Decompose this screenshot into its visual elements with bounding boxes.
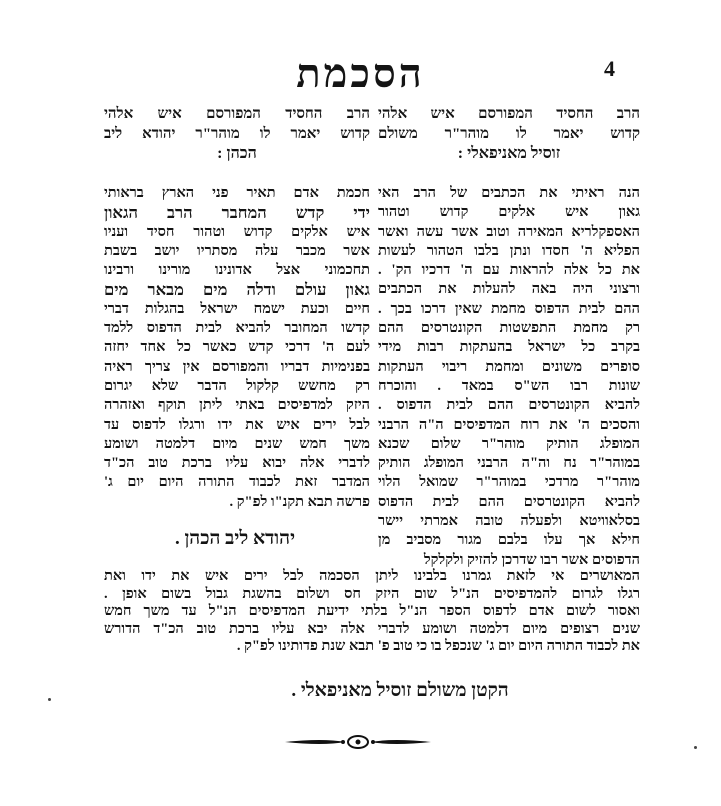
text-line: הדפוסים אשר רבו שדרכן להזיק ולקלקל xyxy=(423,551,640,568)
text-line: לעם ה' דרכי קדש כאשר כל אחד יחזה xyxy=(104,339,370,356)
text-line: גאון עולם ודלה מים מבאר מים xyxy=(104,280,370,300)
header-line: קדוש יאמר לו מוהר"ר יהודא ליב xyxy=(104,126,370,142)
text-line: בקרב כל ישראל בהעתקות רבות מידי xyxy=(378,339,640,356)
left-column-body xyxy=(104,184,370,512)
text-line: שנים רצופים מיום דלמטה ושומע לדברי אלה יבא עליו ברכת טוב הכ"ד הדורש xyxy=(104,620,640,637)
text-line: ואסור לשום אדם לדפוס הספר הנ"ל בלתי ידיעת המדפיסים הנ"ל עד משך חמש xyxy=(104,603,640,619)
text-line: המדבר זאת לכבוד התורה היום יום ג' xyxy=(104,474,370,491)
header-line: הכהן : xyxy=(217,145,257,162)
full-width-body xyxy=(104,568,640,656)
text-line: פרשה תבא תקנ"ו לפ"ק . xyxy=(229,493,370,510)
text-line: והסכים ה' את רוח המדפיסים ה"ה הרבני xyxy=(378,416,640,433)
text-line: המאושרים אי לזאת גמרנו בלבינו ליתן הסכמה לבל ירים איש את ידו ואת xyxy=(104,568,640,584)
text-line: תחכמוני אצל אדונינו מורינו ורבינו xyxy=(104,262,370,279)
text-line: משך חמש שנים מיום דלמטה ושומע xyxy=(104,435,370,452)
right-column-body xyxy=(378,184,640,570)
text-line: ורצוני היה באה להעלות את הכתבים xyxy=(378,281,640,298)
text-line: רק מחמת התפשטות הקונטרסים ההם xyxy=(378,320,640,337)
text-line: המופלג הותיק מוהר"ר שלום שכנא xyxy=(378,435,640,452)
text-line: רק מחשש קלקול הדבר שלא יגרום xyxy=(104,377,370,394)
right-column-header xyxy=(378,104,640,164)
text-line: סופרים משונים ומחמת ריבוי העתקות xyxy=(378,358,640,375)
text-line: שונות רבו הש"ס במאד . והוכרח xyxy=(378,377,640,394)
text-line: לדברי אלה יבוא עליו ברכת טוב הכ"ד xyxy=(104,455,370,472)
header-line: קדוש יאמר לו מוהר"ר משולם xyxy=(378,126,640,142)
text-line: היזק למדפיסים באתי ליתן תוקף ואזהרה xyxy=(104,397,370,414)
ornament-divider xyxy=(283,734,433,750)
text-line: להביא הקונטרסים ההם לבית הדפוס xyxy=(378,493,640,510)
left-column-header xyxy=(104,104,370,164)
text-line: קדשו המחובר להביא לבית הדפוס ללמד xyxy=(104,320,370,337)
text-line: מוהר"ר מרדכי במוהר"ר שמואל הלוי xyxy=(378,474,640,491)
header-line: זוסיל מאניפאלי : xyxy=(457,145,561,162)
header-line: הרב החסיד המפורסם איש אלהי xyxy=(378,106,640,122)
text-line: אשר מכבר עלה מסתריו יושב בשבת xyxy=(104,242,370,259)
scan-speck xyxy=(694,746,697,749)
text-line: רגלו לגרום להמדפיסים הנ"ל שום היזק חס ושלום בהשגת גבול בשום אופן . xyxy=(104,585,640,602)
text-line: להביא הקונטרסים ההם לבית הדפוס . xyxy=(378,397,640,414)
page-number: 4 xyxy=(604,56,615,81)
text-line: את כל אלה להראות עם ה' דרכיו הק' . xyxy=(378,262,640,279)
text-line: חכמת אדם תאיר פני הארץ בראותי xyxy=(104,185,370,201)
text-line: ידי קדש המחבר הרב הגאון xyxy=(104,203,370,223)
text-line: את לכבוד התורה היום יום ג' שנכפל בו כי טוב פ' תבא שנת פדותינו לפ"ק . xyxy=(236,638,640,654)
text-line: גאון איש אלקים קדוש וטהור xyxy=(378,204,640,221)
text-line: האספקלריא המאירה וטוב אשר עשה ואשר xyxy=(378,223,640,240)
text-line: איש אלקים קדוש וטהור חסיד ועניו xyxy=(104,223,370,240)
text-line: הפליא ה' חסדו ונתן בלבו הטהור לעשות xyxy=(378,242,640,259)
header-line: הרב החסיד המפורסם איש אלהי xyxy=(104,106,370,122)
text-line: הנה ראיתי את הכתבים של הרב האי xyxy=(378,185,640,201)
scan-speck xyxy=(48,698,51,701)
page-title: הסכמת xyxy=(296,51,425,96)
left-signature: יהודא ליב הכהן . xyxy=(174,528,296,549)
text-line: ההם לבית הדפוס מחמת שאין דרכו בכך . xyxy=(378,300,640,317)
bottom-signature: הקטן משולם זוסיל מאניפאלי . xyxy=(291,680,509,701)
text-line: חיים וכעת ישמח ישראל בהגלות דברי xyxy=(104,300,370,317)
text-line: חילא אך עלו בלבם מגור מסביב מן xyxy=(378,532,640,549)
text-line: בסלאוויטא ולפעלה טובה אמרתי יישר xyxy=(378,513,640,530)
text-line: לבל ירים איש את ידו ורגלו לדפוס עד xyxy=(104,416,370,433)
text-line: בפנימיות דבריו והמפורסם אין צריך ראיה xyxy=(104,358,370,375)
text-line: במוהר"ר נח וה"ה הרבני המופלג הותיק xyxy=(378,455,640,472)
